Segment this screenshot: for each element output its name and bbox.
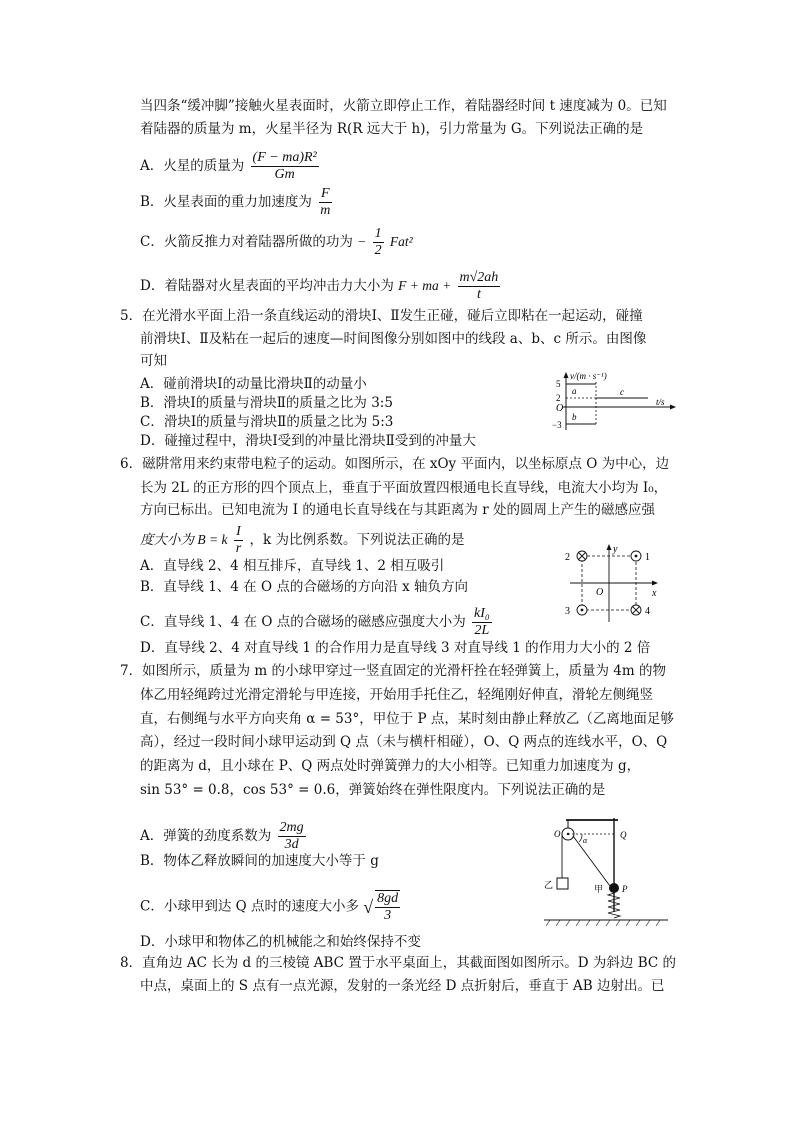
q7-ball-jia <box>609 883 619 893</box>
q5-graph-label-b: b <box>572 412 577 422</box>
q6-x-arrow <box>652 581 658 586</box>
q6-formula-fraction <box>234 524 243 557</box>
q7-pulley-figure <box>538 816 678 932</box>
q7-option-a-text: A．弹簧的劲度系数为 <box>140 828 272 844</box>
q5-option-d: D．碰撞过程中，滑块Ⅰ受到的冲量比滑块Ⅱ受到的冲量大 <box>140 433 476 449</box>
q5-option-b: B．滑块Ⅰ的质量与滑块Ⅱ的质量之比为 3:5 <box>140 395 393 411</box>
q4-option-b-denominator: m <box>320 203 331 218</box>
q5-graph-tick-5: 5 <box>556 379 561 389</box>
q6-y-arrow <box>607 544 612 550</box>
q5-graph-tick-neg3: −3 <box>552 420 562 430</box>
q4-option-a <box>140 150 321 183</box>
q6-origin-label: O <box>596 587 604 598</box>
q4-option-d-denominator: t <box>476 287 481 302</box>
q6-option-c <box>140 606 494 639</box>
q6-option-b: B．直导线 1、4 在 O 点的合磁场的方向沿 x 轴负方向 <box>140 579 469 595</box>
q7-option-b: B．物体乙释放瞬间的加速度大小等于 g <box>140 853 379 869</box>
q5-graph-xlabel: t/s <box>656 397 665 407</box>
q4-option-a-denominator: Gm <box>274 167 295 182</box>
q6-stem-line-1: 6．磁阱常用来约束带电粒子的运动。如图所示，在 xOy 平面内，以坐标原点 O 为中心，边 <box>120 456 670 472</box>
q7-stem-line-5: 的距离为 d，且小球在 P、Q 两点处时弹簧弹力的大小相等。已知重力加速度为 g， <box>140 758 641 774</box>
q7-label-p: P <box>622 884 628 894</box>
q4-option-c-minus: − <box>357 234 367 249</box>
q5-stem-line-3: 可知 <box>140 353 167 369</box>
q4-continuation-line-2: 着陆器的质量为 m，火星半径为 R(R 远大于 h)，引力常量为 G。下列说法正确的是 <box>140 121 644 137</box>
q6-formula-prefix: 度大小为 B = k <box>140 532 228 547</box>
q4-option-c <box>140 226 413 259</box>
q5-graph-origin: O <box>556 403 564 414</box>
q4-option-c-expression: Fat² <box>389 234 413 249</box>
q7-ground-hatching <box>546 920 660 926</box>
q7-label-jia: 甲 <box>594 884 604 894</box>
q4-option-b-fraction <box>318 186 332 219</box>
q4-option-d-fraction <box>458 270 501 303</box>
q4-option-b-text: B．火星表面的重力加速度为 <box>140 194 312 210</box>
q7-option-c-radical-sign: √ <box>363 897 374 917</box>
q4-option-d-text: D．着陆器对火星表面的平均冲击力大小为 <box>140 278 394 294</box>
q7-stem-line-1: 7．如图所示，质量为 m 的小球甲穿过一竖直固定的光滑杆拴在轻弹簧上，质量为 4m 的物 <box>120 663 666 679</box>
q7-stem-line-4: 高），经过一段时间小球甲运动到 Q 点（未与横杆相碰），O、Q 两点的连线水平，O、Q <box>140 734 668 750</box>
q7-angle-arc <box>579 834 582 842</box>
q6-formula-denominator: r <box>235 541 242 556</box>
q7-option-a-denominator: 3d <box>284 837 299 852</box>
q4-option-c-text: C．火箭反推力对着陆器所做的功为 <box>140 234 353 250</box>
q7-option-a-fraction <box>278 820 306 853</box>
q8-stem-line-2: 中点，桌面上的 S 点有一点光源，发射的一条光经 D 点折射后，垂直于 AB 边射出。已 <box>140 978 665 994</box>
q4-option-c-denominator: 2 <box>374 243 382 258</box>
q6-wire-1-label: 1 <box>645 552 650 563</box>
q7-spring <box>608 893 620 918</box>
q5-vt-graph <box>548 370 678 432</box>
q5-option-c: C．滑块Ⅰ的质量与滑块Ⅱ的质量之比为 5:3 <box>140 414 394 430</box>
q7-option-c <box>140 890 402 924</box>
q7-option-d: D．小球甲和物体乙的机械能之和始终保持不变 <box>140 934 421 950</box>
q7-option-c-radical-fraction <box>375 890 400 924</box>
q4-option-c-numerator: 1 <box>374 226 382 241</box>
q6-wire-4-label: 4 <box>645 606 650 617</box>
q4-option-d <box>140 270 502 303</box>
q7-rope-right <box>573 836 610 886</box>
q6-formula-numerator: I <box>236 524 241 539</box>
q7-option-c-text: C．小球甲到达 Q 点时的速度大小多 <box>140 898 359 915</box>
q4-option-b <box>140 186 334 219</box>
q6-wire-3-label: 3 <box>565 606 570 617</box>
q5-option-a: A．碰前滑块Ⅰ的动量比滑块Ⅱ的动量小 <box>140 376 367 392</box>
q4-option-d-numerator: m√2ah <box>459 270 499 285</box>
q7-option-c-denominator: 3 <box>384 908 392 923</box>
q6-stem-line-4 <box>140 524 465 557</box>
q5-graph-ylabel: v/(m · s⁻¹) <box>570 371 607 381</box>
q5-stem-line-2: 前滑块Ⅰ、Ⅱ及粘在一起后的速度—时间图像分别如图中的线段 a、b、c 所示。由图像 <box>140 331 647 347</box>
q5-graph-tick-2: 2 <box>556 393 561 403</box>
q6-option-c-fraction <box>472 606 492 639</box>
q6-option-c-text: C．直导线 1、4 在 O 点的合磁场的磁感应强度大小为 <box>140 614 466 630</box>
q6-option-a: A．直导线 2、4 相互排斥，直导线 1、2 相互吸引 <box>140 558 445 574</box>
q7-label-yi: 乙 <box>544 880 554 890</box>
q6-option-c-denominator: 2L <box>474 623 490 638</box>
q6-x-label: x <box>652 588 657 599</box>
q6-wire-figure <box>556 542 666 626</box>
q6-wire-1-dot <box>635 555 638 558</box>
q6-option-d: D．直导线 2、4 对直导线 1 的合作用力是直导线 3 对直导线 1 的作用力大小的 2 倍 <box>140 640 651 656</box>
q6-stem-line-3: 方向已标出。已知电流为 I 的通电长直导线在与其距离为 r 处的圆周上产生的磁感应强 <box>140 502 655 518</box>
q5-graph-v-arrow <box>564 372 569 378</box>
q7-label-o: O <box>554 829 561 839</box>
q4-option-a-text: A．火星的质量为 <box>140 158 245 174</box>
q4-option-d-prefix: F + ma + <box>398 278 452 293</box>
q7-stem-line-2: 体乙用轻绳跨过光滑定滑轮与甲连接，开始用手托住乙，轻绳刚好伸直，滑轮左侧绳竖 <box>140 687 653 703</box>
q6-option-c-numerator: kI₀ <box>474 606 490 621</box>
q6-wire-3-dot <box>581 609 584 612</box>
q8-stem-line-1: 8．直角边 AC 长为 d 的三棱镜 ABC 置于水平桌面上，其截面图如图所示。D 为斜边 BC 的 <box>120 955 677 971</box>
q7-option-c-numerator: 8gd <box>377 891 399 906</box>
q6-wire-2-label: 2 <box>565 552 570 563</box>
q4-option-a-numerator: (F − ma)R² <box>252 150 317 165</box>
q4-continuation-line-1: 当四条“缓冲脚”接触火星表面时，火箭立即停止工作，着陆器经时间 t 速度减为 0。已知 <box>140 98 667 114</box>
q4-option-c-fraction <box>373 226 384 259</box>
q7-option-a <box>140 820 308 853</box>
q4-option-a-fraction <box>251 150 319 183</box>
q7-label-alpha: α <box>583 836 588 845</box>
q7-option-a-numerator: 2mg <box>279 820 304 835</box>
q7-stem-line-3: 直，右侧绳与水平方向夹角 α = 53°，甲位于 P 点，某时刻由静止释放乙（乙离地面足够 <box>140 711 674 727</box>
q5-graph-label-c: c <box>620 387 624 397</box>
q7-label-q: Q <box>620 830 627 840</box>
q6-y-label: y <box>613 544 618 555</box>
q7-block-yi <box>557 878 568 889</box>
q5-graph-label-a: a <box>572 386 577 396</box>
q6-formula-suffix: ，k 为比例系数。下列说法正确的是 <box>249 532 465 548</box>
q7-stem-line-6: sin 53° = 0.8，cos 53° = 0.6，弹簧始终在弹性限度内。下列说法正确的是 <box>140 782 606 798</box>
q5-graph-t-arrow <box>670 405 676 410</box>
q4-option-b-numerator: F <box>321 186 330 201</box>
q5-stem-line-1: 5．在光滑水平面上沿一条直线运动的滑块Ⅰ、Ⅱ发生正碰，碰后立即粘在一起运动，碰撞 <box>120 308 643 324</box>
q6-stem-line-2: 长为 2L 的正方形的四个顶点上，垂直于平面放置四根通电长直导线，电流大小均为 I₀， <box>140 480 668 496</box>
